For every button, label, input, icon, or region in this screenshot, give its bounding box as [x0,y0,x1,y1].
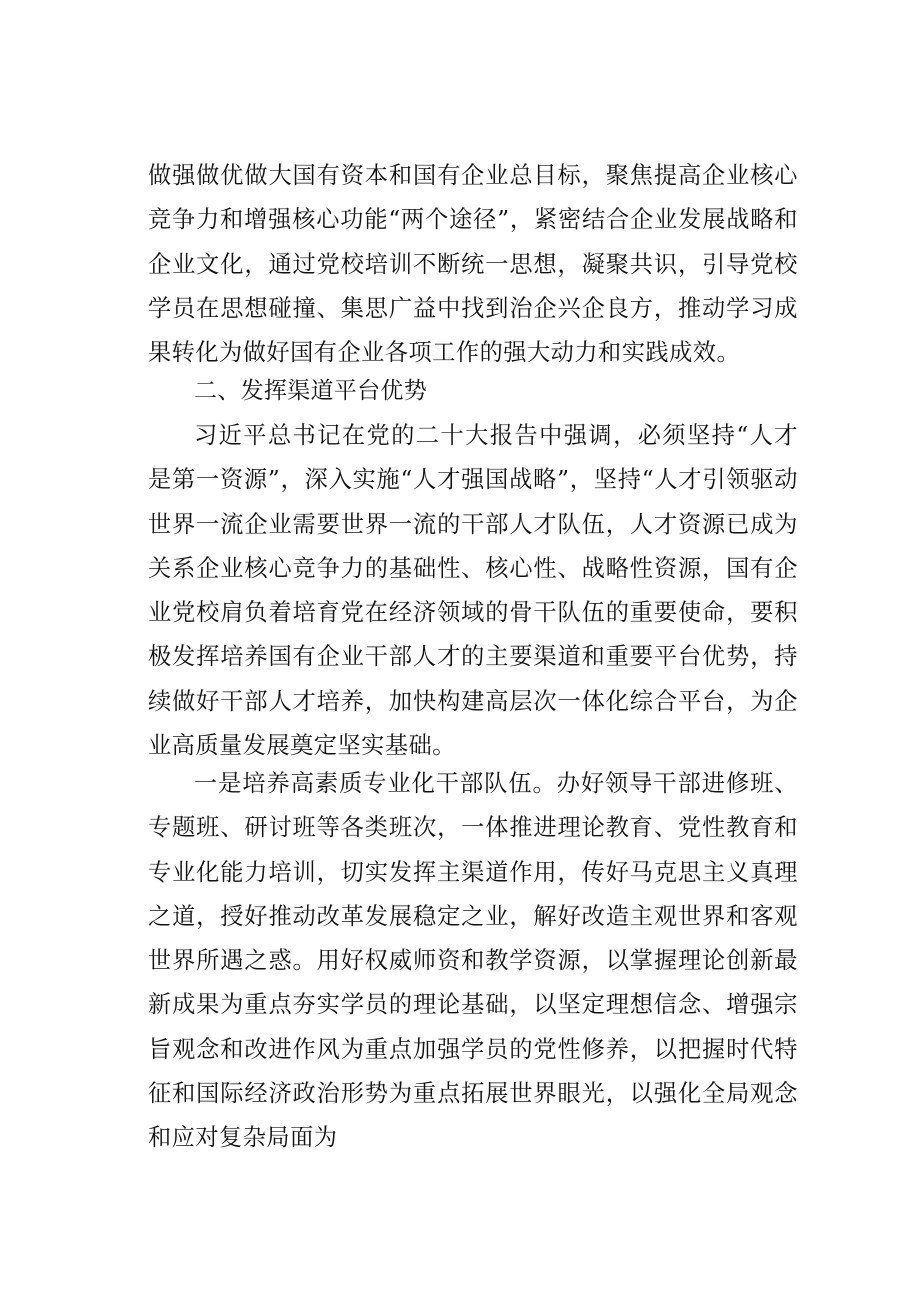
paragraph-cadre-training: 一是培养高素质专业化干部队伍。办好领导干部进修班、专题班、研讨班等各类班次，一体推进理论教育、党性教育和专业化能力培训，切实发挥主渠道作用，传好马克思主义真理之道，授好推动改革发展稳定之业，解好改造主观世界和客观世界所遇之惑。用好权威师资和教学资源，以掌握理论创新最新成果为重点夯实学员的理论基础，以坚定理想信念、增强宗旨观念和改进作风为重点加强学员的党性修养，以把握时代特征和国际经济政治形势为重点拓展世界眼光，以强化全局观念和应对复杂局面为 [148,770,798,1152]
section-heading: 二、发挥渠道平台优势 [194,378,427,404]
paragraph-talent-resource: 习近平总书记在党的二十大报告中强调，必须坚持“人才是第一资源”，深入实施“人才强国战略”，坚持“人才引领驱动世界一流企业需要世界一流的干部人才队伍，人才资源已成为关系企业核心竞争力的基础性、核心性、战略性资源，国有企业党校肩负着培育党在经济领域的骨干队伍的重要使命，要积极发挥培养国有企业干部人才的主要渠道和重要平台优势，持续做好干部人才培养，加快构建高层次一体化综合平台，为企业高质量发展奠定坚实基础。 [148,422,798,760]
paragraph-continued: 做强做优做大国有资本和国有企业总目标，聚焦提高企业核心竞争力和增强核心功能“两个途径”，紧密结合企业发展战略和企业文化，通过党校培训不断统一思想，凝聚共识，引导党校学员在思想碰撞、集思广益中找到治企兴企良方，推动学习成果转化为做好国有企业各项工作的强大动力和实践成效。 [148,162,798,367]
